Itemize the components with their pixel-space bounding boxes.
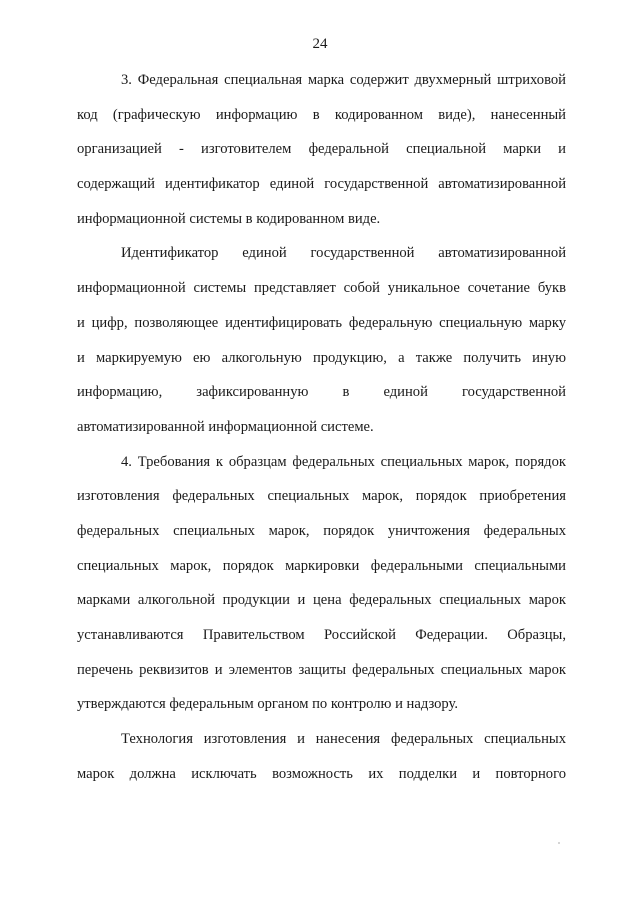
text-line: 4. Требования к образцам федеральных специальных марок, порядок: [121, 453, 566, 470]
text-line: 3. Федеральная специальная марка содержит двухмерный штриховой: [121, 72, 566, 88]
text-line: Технология изготовления и нанесения федеральных специальных: [121, 731, 566, 748]
text-line: перечень реквизитов и элементов защиты федеральных специальных марок: [77, 661, 566, 678]
page-number: 24: [312, 36, 328, 52]
text-line: содержащий идентификатор единой государственной автоматизированной: [77, 176, 566, 193]
text-line: информацию, зафиксированную в единой государственной: [77, 384, 566, 401]
text-line: марок должна исключать возможность их подделки и повторного: [77, 765, 566, 782]
text-line: код (графическую информацию в кодированном виде), нанесенный: [77, 106, 566, 123]
text-line: изготовления федеральных специальных марок, порядок приобретения: [77, 488, 566, 505]
text-line: организацией - изготовителем федеральной специальной марки и: [77, 141, 566, 158]
paragraph-technology: [77, 722, 566, 791]
text-line: автоматизированной информационной системе.: [77, 418, 374, 435]
text-line: утверждаются федеральным органом по контролю и надзору.: [77, 696, 459, 713]
paragraph-4: [77, 445, 566, 723]
text-line: и цифр, позволяющее идентифицировать федеральную специальную марку: [77, 314, 566, 331]
text-line: федеральных специальных марок, порядок уничтожения федеральных: [77, 522, 566, 539]
paragraph-3: [77, 63, 566, 236]
text-line: устанавливаются Правительством Российской Федерации. Образцы,: [77, 627, 566, 643]
text-line: специальных марок, порядок маркировки федеральными специальными: [77, 557, 566, 574]
paragraph-identifier: [77, 236, 566, 444]
text-line: информационной системы представляет собой уникальное сочетание букв: [77, 280, 566, 297]
scan-speck: [558, 842, 560, 844]
text-line: марками алкогольной продукции и цена федеральных специальных марок: [77, 592, 566, 609]
text-line: и маркируемую ею алкогольную продукцию, а также получить иную: [77, 349, 566, 366]
text-line: Идентификатор единой государственной автоматизированной: [121, 245, 566, 262]
text-line: информационной системы в кодированном виде.: [77, 210, 381, 227]
document-body: [77, 63, 566, 791]
